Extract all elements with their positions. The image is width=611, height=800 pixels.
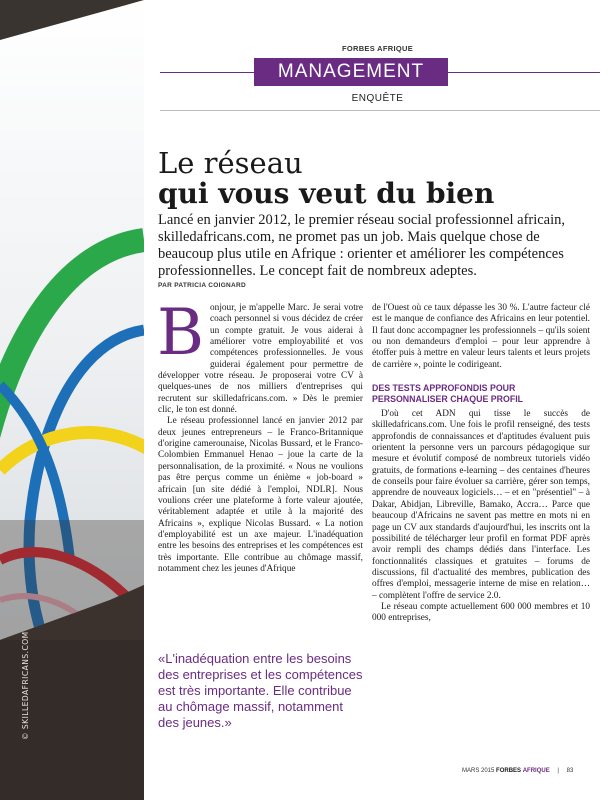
byline: PAR PATRICIA COIGNARD <box>158 282 247 289</box>
paragraph: D'où cet ADN qui tisse le succès de skilledafricans.com. Une fois le profil renseigné, des tests approfondis de connaissances et d'aptitudes évaluent puis orientent la personne vers un parcours pédagogique sur mesure et évolutif composé de nombreux tutoriels vidéo gratuits, de formations e-learning – des centaines d'heures de conseils pour faire évoluer sa carrière, gérer son temps, apprendre de nouveaux logiciels… – et en "présentiel" – à Dakar, Abidjan, Libreville, Bamako, Accra… Parce que beaucoup d'Africains ne savent pas mettre en mots ni en page un CV aux standards d'aujourd'hui, les inscrits ont la possibilité de télécharger leur profil en format PDF après avoir rempli des champs dédiés dans l'interface. Les fonctionnalités classiques et gratuites – forums de discussions, fil d'actualité des membres, publication des offres d'emploi, messagerie interne de mise en relation… – complètent l'offre de service 2.0. <box>372 409 590 601</box>
paragraph: Le réseau compte actuellement 600 000 membres et 10 000 entreprises, <box>372 601 590 624</box>
pull-quote: «L'inadéquation entre les besoins des entreprises et les compétences est très importante. Elle contribue au chômage massif, notamment des jeunes.» <box>158 651 363 730</box>
drop-cap: B <box>157 296 205 370</box>
page-footer <box>462 768 573 774</box>
footer-brand-accent: AFRIQUE <box>522 768 550 774</box>
kicker-label: ENQUÊTE <box>351 93 404 104</box>
publication-name: FORBES AFRIQUE <box>341 44 413 53</box>
paragraph: Le réseau professionnel lancé en janvier 2012 par deux jeunes entrepreneurs – le Franco-Britannique d'origine camerounaise, Nicolas Bussard, et le Franco-Colombien Emmanuel Henao – joue la carte de la personnalisation, de la proximité. « Nous ne voulions pas être perçus comme un énième « job-board » africain [un site dédié à l'emploi, NDLR]. Nous voulions créer une plateforme à forte valeur ajoutée, véritablement adaptée et utile à la majorité des Africains », explique Nicolas Bussard. « La notion d'employabilité est un axe majeur. L'inadéquation entre les besoins des entreprises et les compétences est très importante. Elle contribue au chômage massif, notamment chez les jeunes d'Afrique <box>158 416 363 574</box>
issue-date: MARS 2015 <box>462 768 495 774</box>
headline-line-2: qui vous veut du bien <box>158 177 495 210</box>
cover-photo <box>0 0 144 800</box>
paragraph: de l'Ouest où ce taux dépasse les 30 %. L'autre facteur clé est le manque de confiance des Africains en leur potentiel. Il faut donc accompagner les professionnels – qu'ils soient ou non demandeurs d'emploi – pour leur apprendre à étoffer puis à mettre en valeur leurs talents et leurs projets de carrière », pointe le codirigeant. <box>372 303 590 370</box>
paragraph <box>157 296 363 416</box>
standfirst: Lancé en janvier 2012, le premier réseau social professionnel africain, skilledafricans.com, ne promet pas un job. Mais quelque chose de beaucoup plus utile en Afrique : orienter et améliorer les compétences professionnelles. Le concept fait de nombreux adeptes. <box>158 212 566 279</box>
headline-line-1: Le réseau <box>158 146 303 180</box>
footer-separator: | <box>557 768 559 774</box>
body-column-2 <box>372 303 590 625</box>
kicker-rule <box>160 110 600 111</box>
footer-brand: FORBES <box>496 768 522 774</box>
page-number: 83 <box>566 768 574 774</box>
body-column-1 <box>157 296 363 575</box>
photo-credit: © SKILLEDAFRICANS.COM <box>21 631 30 740</box>
paragraph-text: onjour, je m'appelle Marc. Je serai votre coach personnel si vous décidez de créer un compte gratuit. Je vous aiderai à améliorer votre employabilité et vos compétences professionnelles. Je vous guiderai également pour permettre de développer votre réseau. Je proposerai votre CV à quelques-unes de nos milliers d'entreprises qui recrutent sur skilledafricans.com. » Dès le premier clic, le ton est donné. <box>158 303 363 416</box>
section-label: MANAGEMENT <box>254 58 448 86</box>
subheading: DES TESTS APPROFONDIS POUR PERSONNALISER CHAQUE PROFIL <box>372 383 524 405</box>
